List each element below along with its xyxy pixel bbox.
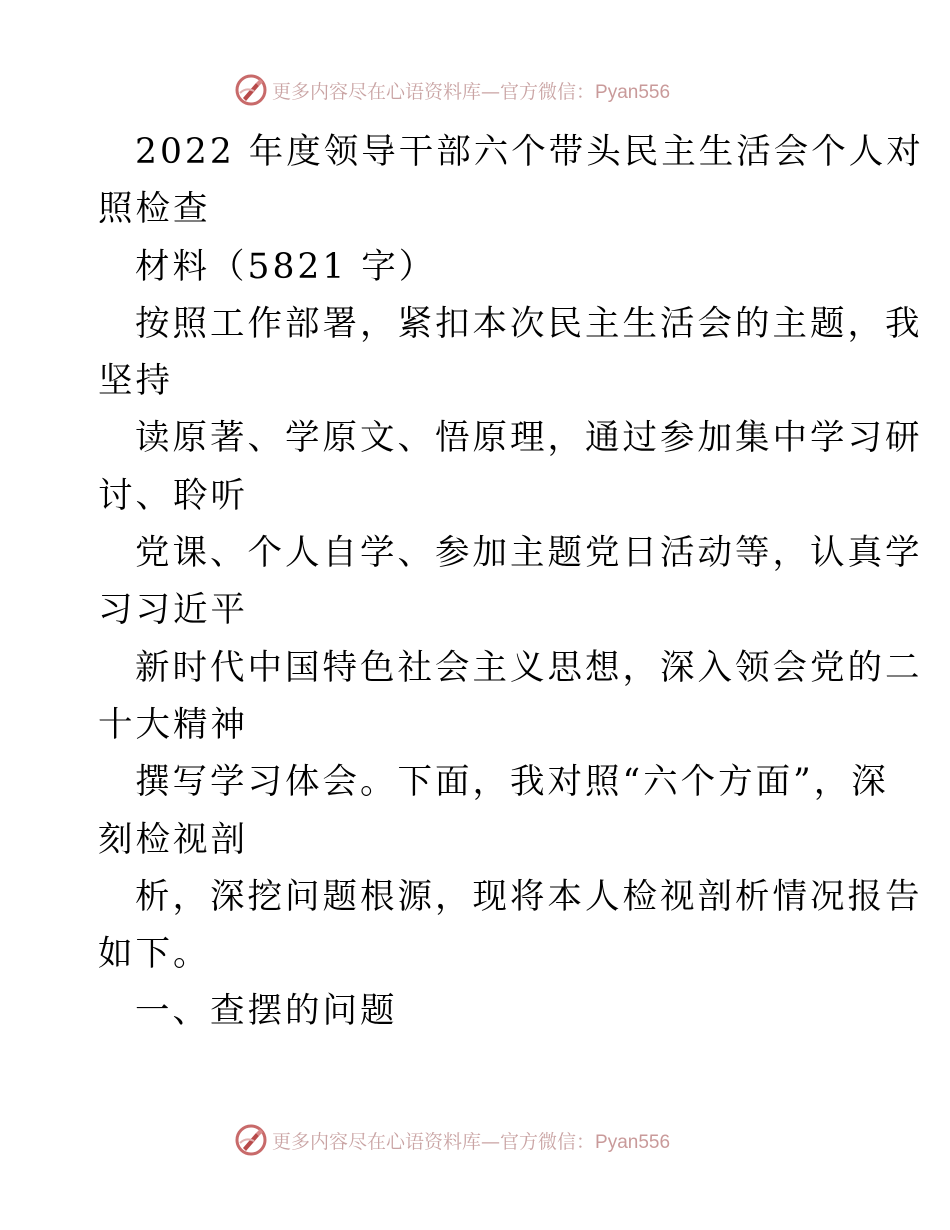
- text-line: 坚持: [98, 361, 173, 402]
- pen-swirl-logo-icon: [234, 73, 268, 107]
- footer-watermark-banner: [234, 1122, 670, 1158]
- text-line: 按照工作部署，紧扣本次民主生活会的主题，我: [135, 303, 923, 344]
- document-body: [98, 124, 924, 1041]
- text-line: 照检查: [98, 189, 211, 230]
- text-line: 讨、聆听: [98, 475, 248, 516]
- text-line: 党课、个人自学、参加主题党日活动等，认真学: [135, 533, 923, 574]
- pen-swirl-logo-icon: [234, 1123, 268, 1157]
- wechat-handle: Pyan556: [595, 81, 671, 103]
- text-line: 十大精神: [98, 704, 248, 745]
- header-watermark-banner: [234, 72, 670, 108]
- text-line: 习习近平: [98, 590, 248, 631]
- text-line: 读原著、学原文、悟原理，通过参加集中学习研: [135, 418, 923, 459]
- text-line: 析，深挖问题根源，现将本人检视剖析情况报告: [135, 876, 923, 917]
- wechat-handle: Pyan556: [595, 1131, 671, 1153]
- text-line: 刻检视剖: [98, 819, 248, 860]
- text-line: 新时代中国特色社会主义思想，深入领会党的二: [135, 647, 923, 688]
- text-line: 撰写学习体会。下面，我对照“六个方面”，深: [135, 762, 889, 803]
- text-line: 材料（5821 字）: [135, 246, 437, 287]
- section-heading: 一、查摆的问题: [135, 991, 398, 1032]
- watermark-text: 更多内容尽在心语资料库—官方微信：Pyan556: [272, 80, 671, 103]
- text-line: 如下。: [98, 934, 211, 975]
- watermark-text: 更多内容尽在心语资料库—官方微信：Pyan556: [272, 1130, 671, 1153]
- text-line: 2022 年度领导干部六个带头民主生活会个人对: [135, 132, 924, 172]
